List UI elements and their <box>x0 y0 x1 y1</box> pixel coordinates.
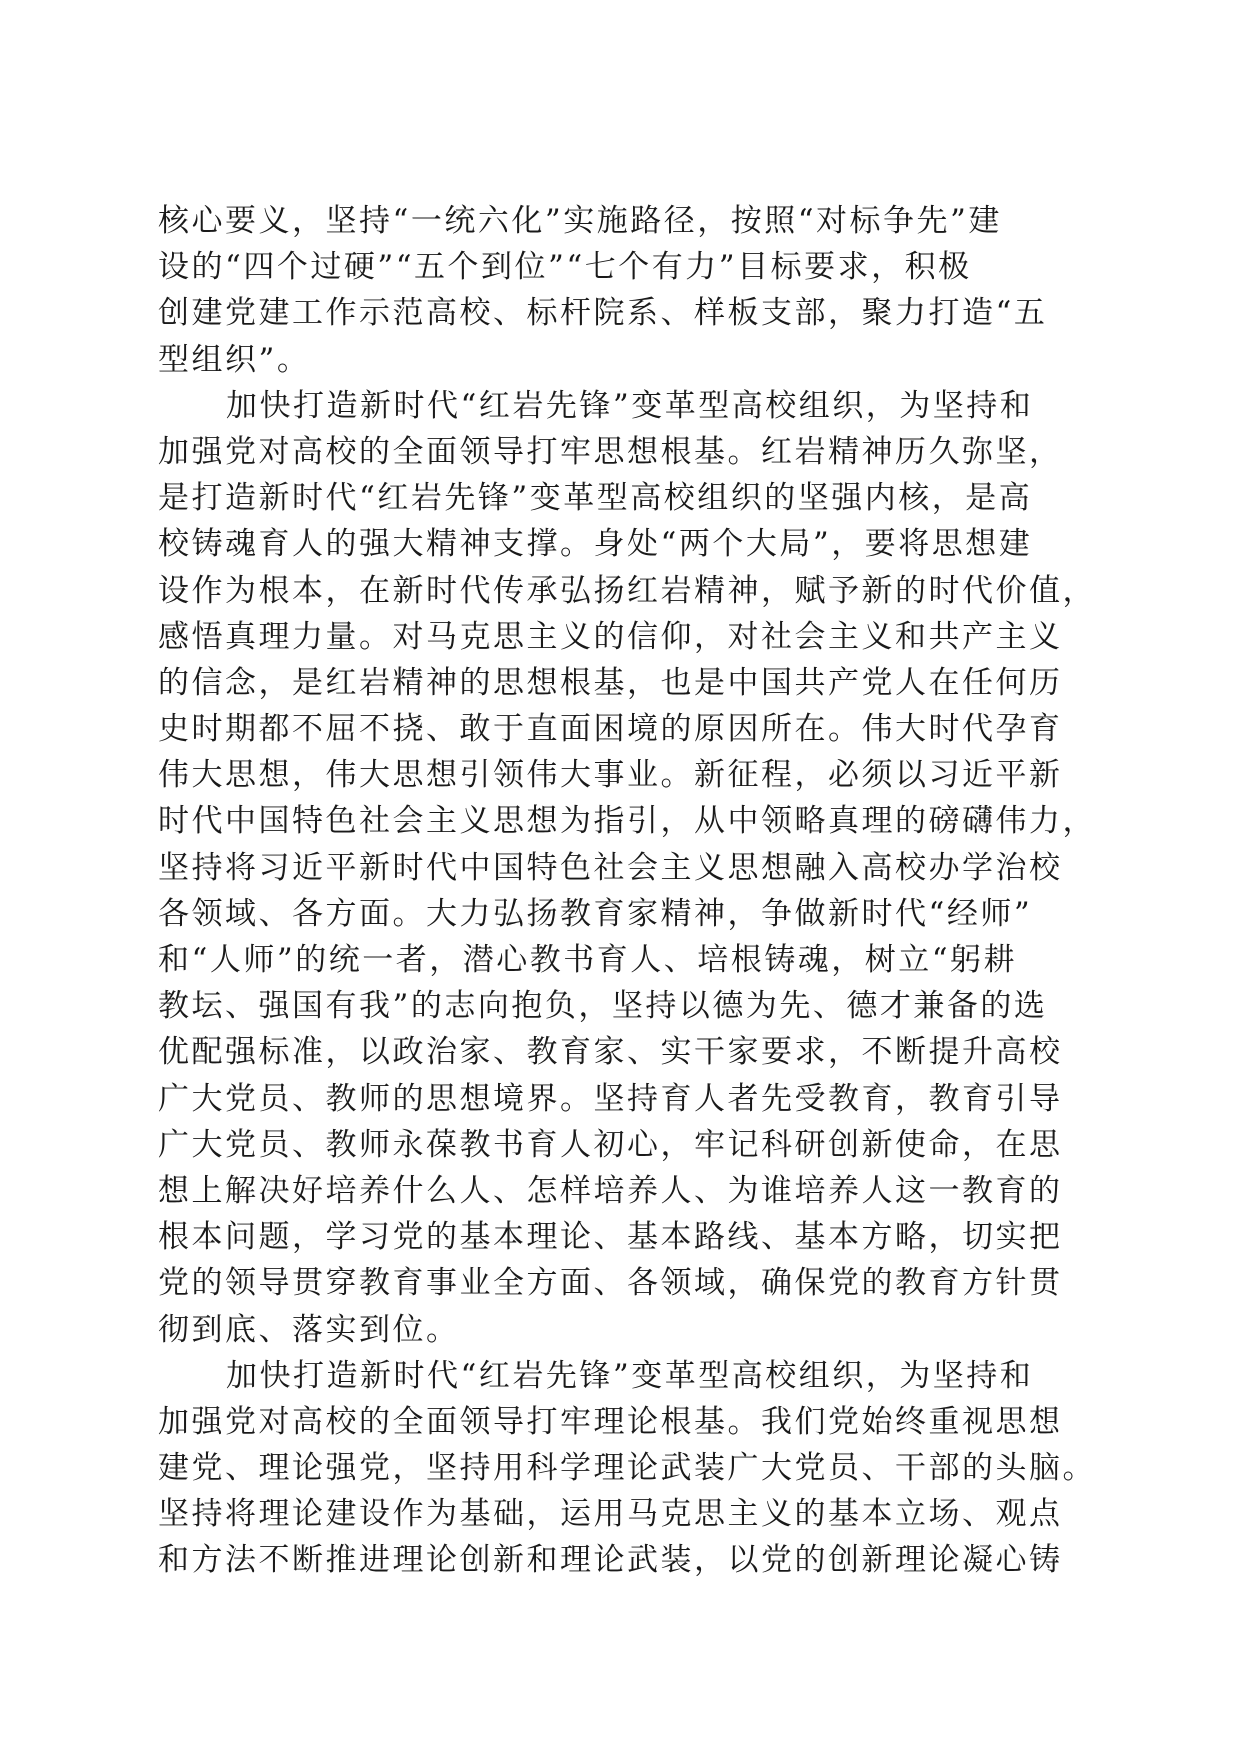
text-line: 时代中国特色社会主义思想为指引，从中领略真理的磅礴伟力， <box>158 803 1096 840</box>
text-line: 伟大思想，伟大思想引领伟大事业。新征程，必须以习近平新 <box>158 757 1063 794</box>
text-line: 型组织”。 <box>158 341 311 378</box>
text-line: 广大党员、教师永葆教书育人初心，牢记科研创新使命，在思 <box>158 1126 1063 1163</box>
text-line: 史时期都不屈不挠、敢于直面困境的原因所在。伟大时代孕育 <box>158 711 1063 748</box>
text-line: 加强党对高校的全面领导打牢思想根基。红岩精神历久弥坚， <box>158 433 1063 470</box>
paragraph <box>158 198 1098 383</box>
paragraph <box>158 1353 1098 1584</box>
text-line: 设的“四个过硬”“五个到位”“七个有力”目标要求，积极 <box>158 249 972 286</box>
text-line: 创建党建工作示范高校、标杆院系、样板支部，聚力打造“五 <box>158 295 1048 332</box>
text-line: 建党、理论强党，坚持用科学理论武装广大党员、干部的头脑。 <box>158 1450 1096 1487</box>
body-text <box>158 198 1098 1584</box>
text-line: 是打造新时代“红岩先锋”变革型高校组织的坚强内核，是高 <box>158 480 1033 517</box>
text-line: 教坛、强国有我”的志向抱负，坚持以德为先、德才兼备的选 <box>158 988 1048 1025</box>
text-line: 广大党员、教师的思想境界。坚持育人者先受教育，教育引导 <box>158 1080 1063 1117</box>
text-line: 想上解决好培养什么人、怎样培养人、为谁培养人这一教育的 <box>158 1172 1063 1209</box>
text-line: 校铸魂育人的强大精神支撑。身处“两个大局”，要将思想建 <box>158 526 1033 563</box>
text-line: 和“人师”的统一者，潜心教书育人、培根铸魂，树立“躬耕 <box>158 942 1018 978</box>
text-line: 和方法不断推进理论创新和理论武装，以党的创新理论凝心铸 <box>158 1542 1063 1579</box>
paragraph <box>158 383 1098 1353</box>
text-line: 加快打造新时代“红岩先锋”变革型高校组织，为坚持和 <box>226 1357 1034 1394</box>
text-line: 设作为根本，在新时代传承弘扬红岩精神，赋予新的时代价值， <box>158 572 1096 609</box>
text-line: 坚持将理论建设作为基础，运用马克思主义的基本立场、观点 <box>158 1496 1063 1533</box>
text-line: 的信念，是红岩精神的思想根基，也是中国共产党人在任何历 <box>158 664 1063 701</box>
text-line: 各领域、各方面。大力弘扬教育家精神，争做新时代“经师” <box>158 895 1033 932</box>
text-line: 坚持将习近平新时代中国特色社会主义思想融入高校办学治校 <box>158 849 1063 886</box>
text-line: 彻到底、落实到位。 <box>158 1311 460 1348</box>
text-line: 感悟真理力量。对马克思主义的信仰，对社会主义和共产主义 <box>158 618 1063 655</box>
text-line: 加快打造新时代“红岩先锋”变革型高校组织，为坚持和 <box>226 387 1034 424</box>
text-line: 加强党对高校的全面领导打牢理论根基。我们党始终重视思想 <box>158 1403 1063 1440</box>
text-line: 根本问题，学习党的基本理论、基本路线、基本方略，切实把 <box>158 1219 1063 1256</box>
text-line: 优配强标准，以政治家、教育家、实干家要求，不断提升高校 <box>158 1034 1063 1071</box>
text-line: 核心要义，坚持“一统六化”实施路径，按照“对标争先”建 <box>158 203 1002 239</box>
text-line: 党的领导贯穿教育事业全方面、各领域，确保党的教育方针贯 <box>158 1265 1063 1302</box>
